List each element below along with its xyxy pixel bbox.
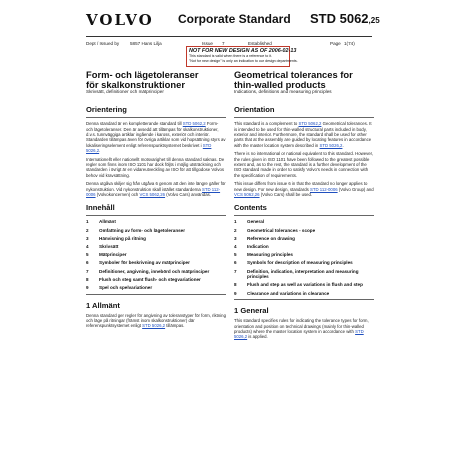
std-link[interactable]: STD 5026,2 [234,328,364,340]
page-value: 1(74) [344,41,355,46]
toc-item[interactable]: 9 Clearance and variations in clearance [234,290,330,296]
toc-item[interactable]: 4 Skrivsätt [86,244,119,250]
standard-number: STD 5062,25 [310,11,380,26]
toc-item[interactable]: 8 Flush and step as well as variations in flush and step [234,282,363,288]
toc-item[interactable]: 3 Hänvisning på ritning [86,235,146,241]
swedish-subtitle: Skrivsätt, definitioner och mätprinciper [86,89,164,95]
dept-value: 5857 Hans Lilja [130,41,162,46]
volvo-logo: VOLVO [86,11,154,29]
header-rule [86,36,372,37]
std-link[interactable]: VCS 5062,26 [234,192,260,198]
std-link[interactable]: STD 5062,2 [182,121,206,127]
english-orientation-heading: Orientation [234,105,275,115]
english-toc [234,219,374,296]
toc-item[interactable]: 2 Omfattning av form- och lägetoleranser [86,227,186,233]
english-general-p: This standard specifies rules for indicating the tolerance types for form, orientation and position on technical drawings (mainly for thin-walled products) where the master location system in accordance with STD 5026,2 is applied. [234,318,369,340]
english-orientation-p1: This standard is a complement to STD 5062,2 Geometrical tolerances. It is intended to be used for thin-walled structural parts included in body, exterior and interior. Furthermore, the standard shall be used for other parts that at the assembly are guided by locating features in accordance with the master location system described in STD 5026,2. [234,121,372,148]
english-column [234,70,374,343]
swedish-orientation-p2: Internationellt eller nationellt motsvarighet till denna standard saknas. De regler som finns inom ISO 1101 har dock följts i möjlig utsträckning och standarden i övrigt är en vidareutveckling av ISO för att tillgodose Volvos behov vid kravsättning. [86,156,225,178]
std-link[interactable]: STD 5026,2 [86,142,212,154]
not-for-new-design-notice [186,46,298,67]
toc-item[interactable]: 6 Symbols for description of measuring principles [234,260,353,266]
section-rule [86,215,226,216]
english-orientation-p3: This issue differs from issue 6 in that the standard no longer applies to new design. For new design, standards STD 112-0006 (Volvo Group) and VCS 5062,26 (Volvo Cars) shall be used. [234,181,374,198]
english-contents-heading: Contents [234,203,267,213]
toc-item[interactable]: 1 General [234,219,265,225]
english-subtitle: Indications, definitions and measuring principles [234,89,332,95]
std-link[interactable]: STD 112-0006 [86,186,221,198]
toc-item[interactable]: 3 Reference on drawing [234,235,295,241]
toc-item[interactable]: 5 Measuring principles [234,252,293,258]
english-title-line-1: Geometrical tolerances for [234,69,353,80]
established-label: Established [248,41,272,46]
toc-item[interactable]: 7 Definitioner, angivning, innebörd och mätprinciper [86,268,210,274]
english-orientation-p2: There is no international or national equivalent to this standard. However, the rules given in ISO 1101 have been followed to the greatest possible extent and, as to the rest, the standard is a further development of the ISO standard made in order to satisfy Volvo's needs in connection with the specification of requirements. [234,151,374,178]
std-link[interactable]: VCS 5062,26 [139,192,166,198]
swedish-orientation-p1: Denna standard är en kompletterande standard till STD 5062,2 Form- och lägetoleranser. Den är avsedd att tillämpas för skalkonstruktioner, d.v.s. tunnväggiga artiklar ingående i kaross, exteriör och interiör. Standarden tillämpas även för övriga artiklar som vid hopsättning styrs av lokaliseringselement enligt referenspunktsystemet beskrivet i STD 5026,2. [86,121,226,154]
english-general-heading: 1 General [234,306,269,316]
std-link[interactable]: STD 112-0006 [309,186,338,192]
english-title-line-2: thin-walled products [234,78,326,90]
issue-label: Issue [202,41,213,46]
swedish-toc [86,219,226,290]
toc-item[interactable]: 4 Indication [234,244,269,250]
section-rule [86,294,226,295]
toc-item[interactable]: 6 Symboler för beskrivning av mätprinciper [86,260,190,266]
standard-type-title: Corporate Standard [178,12,291,26]
section-rule [234,299,374,300]
dept-label: Dept / Issued by [86,41,120,46]
swedish-general-heading: 1 Allmänt [86,300,120,310]
notice-line-1: This standard is valid when there is a reference to it. [189,54,273,58]
toc-item[interactable]: 7 Definition, indication, interpretation and measuring principles [234,268,359,280]
std-link[interactable]: STD 5026,2 [319,142,343,148]
toc-item[interactable]: 9 Spel och spelvariationer [86,284,153,290]
swedish-contents-heading: Innehåll [86,203,115,213]
toc-item[interactable]: 2 Geometrical tolerances - scope [234,227,316,233]
swedish-orientation-heading: Orientering [86,105,127,115]
std-link[interactable]: STD 5062,2 [298,121,322,127]
page-label: Page [330,41,341,46]
swedish-column [86,70,226,332]
notice-line-2: "Not for new design" is only an indication to our design departments. [189,58,298,63]
swedish-title-line-1: Form- och lägetoleranser [86,69,199,80]
section-rule [234,117,374,118]
section-rule [86,117,226,118]
std-link[interactable]: STD 5026,2 [142,323,166,329]
swedish-general-p: Denna standard ger regler för angivning av toleranstyper för form, riktning och läge på ritningar (främst inom skalkonstruktioner) där referenspunktsystemet enligt STD 5026,2 tillämpas. [86,312,226,329]
toc-item[interactable]: 5 Mätprinciper [86,252,127,258]
issue-value: 7 [222,41,225,46]
swedish-title-line-2: för skalkonstruktioner [86,78,185,90]
toc-item[interactable]: 1 Allmänt [86,219,116,225]
notice-heading: NOT FOR NEW DESIGN AS OF 2006-02-13 [189,48,297,54]
toc-item[interactable]: 8 Flush och steg samt flush- och stegvariationer [86,276,201,282]
swedish-orientation-p3: Denna utgåva skiljer sig från utgåva 6 genom att den inte längre gäller för nykonstruktion. Vid nykonstruktion skall istället standarderna STD 112-0006 (Volvokoncernen) och VCS 5062,26 (Volvo Cars) användas. [86,181,226,198]
section-rule [234,215,374,216]
